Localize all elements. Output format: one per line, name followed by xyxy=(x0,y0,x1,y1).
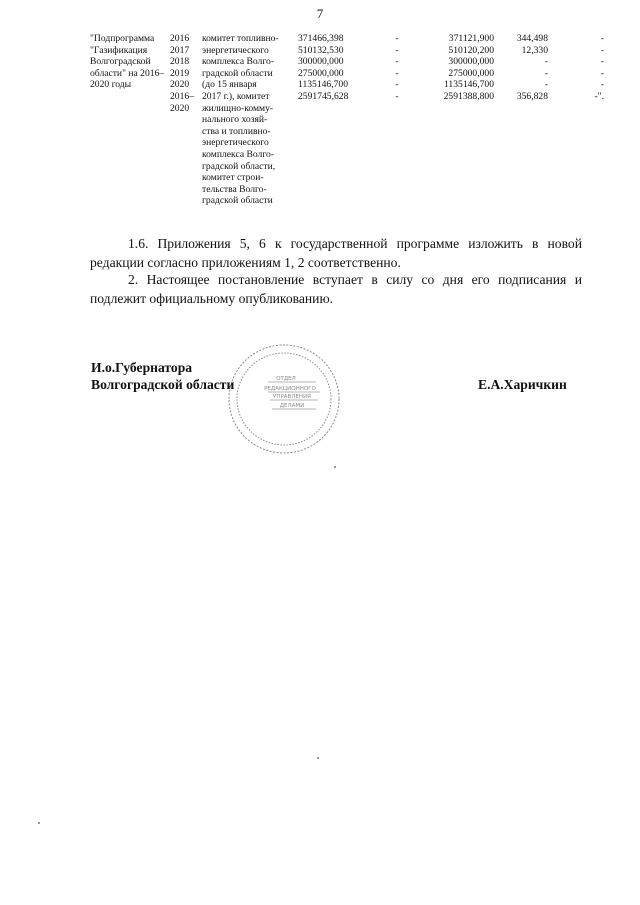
signatory-title-line: И.о.Губернатора xyxy=(91,360,193,375)
table-row xyxy=(90,33,604,207)
cell-line: области" на 2016– xyxy=(90,67,165,79)
cell-line: градской области, xyxy=(202,160,276,172)
cell-line: - xyxy=(600,56,604,68)
cell-line: - xyxy=(600,33,604,44)
cell-line: 2017 г.), комитет xyxy=(202,90,270,102)
signatory-title xyxy=(91,359,234,393)
cell-line: -". xyxy=(594,90,604,102)
paragraph-appendices: 1.6. Приложения 5, 6 к государственной программе изложить в новой редакции согласно приложениям 1, 2 соответственно. xyxy=(90,236,582,270)
cell-line: нального хозяй- xyxy=(202,114,268,126)
stamp-line: ОТДЕЛ xyxy=(276,376,296,382)
cell-line: 2591745,628 xyxy=(298,90,349,102)
scan-speck xyxy=(38,822,40,824)
cell-line: комплекса Волго- xyxy=(202,56,275,68)
program-funding-table xyxy=(90,33,604,207)
cell-line: 300000,000 xyxy=(298,56,344,68)
cell-line: 300000,000 xyxy=(448,56,494,68)
cell-line: 356,828 xyxy=(516,90,548,102)
cell-line: - xyxy=(395,56,399,68)
cell-line: 2020 xyxy=(170,102,190,114)
stamp-line: ДЕЛАМИ xyxy=(279,403,305,409)
cell-line: 2019 xyxy=(170,67,190,79)
cell-line: Волгоградской xyxy=(90,56,151,68)
scan-speck xyxy=(317,757,319,759)
paragraph-effective-date: 2. Настоящее постановление вступает в силу со дня его подписания и подлежит официальному опубликованию. xyxy=(90,272,582,306)
signatory-name: Е.А.Харичкин xyxy=(478,377,567,392)
cell-line: градской области xyxy=(202,67,273,79)
cell-line: 1135146,700 xyxy=(298,79,349,91)
cell-line: "Газификация xyxy=(90,44,148,56)
subprogram-name-cell xyxy=(90,33,170,207)
cell-line: 2020 годы xyxy=(90,79,132,91)
cell-line: - xyxy=(395,33,399,44)
cell-line: - xyxy=(600,79,604,91)
page-number: 7 xyxy=(316,6,324,21)
cell-line: "Подпрограмма xyxy=(90,33,155,44)
cell-line: ства и топливно- xyxy=(202,125,271,137)
cell-line: 275000,000 xyxy=(298,67,344,79)
cell-line: 2016– xyxy=(170,90,194,102)
cell-line: 2016 xyxy=(170,33,190,44)
executor-cell xyxy=(202,33,298,207)
local-budget-cell xyxy=(494,33,548,207)
cell-line: комитет топливно- xyxy=(202,33,279,44)
cell-line: 2020 xyxy=(170,79,190,91)
cell-line: тельства Волго- xyxy=(202,183,267,195)
scan-speck xyxy=(334,466,336,468)
years-cell xyxy=(170,33,202,207)
federal-budget-cell xyxy=(372,33,422,207)
cell-line: 510120,200 xyxy=(448,44,494,56)
cell-line: градской области xyxy=(202,195,273,207)
cell-line: - xyxy=(395,44,399,56)
cell-line: 344,498 xyxy=(516,33,548,44)
cell-line: - xyxy=(544,79,548,91)
cell-line: 1135146,700 xyxy=(443,79,494,91)
cell-line: - xyxy=(395,90,399,102)
cell-line: 2591388,800 xyxy=(443,90,494,102)
cell-line: комплекса Волго- xyxy=(202,148,275,160)
cell-line: энергетического xyxy=(202,137,269,149)
cell-line: 2018 xyxy=(170,56,190,68)
cell-line: 371466,398 xyxy=(298,33,344,44)
cell-line: 12,330 xyxy=(521,44,548,56)
official-seal-stamp xyxy=(224,340,344,458)
extra-budget-cell xyxy=(548,33,604,207)
cell-line: жилищно-комму- xyxy=(202,102,274,114)
signatory-title-line: Волгоградской области xyxy=(91,377,235,392)
regional-budget-cell xyxy=(422,33,494,207)
cell-line: - xyxy=(600,44,604,56)
cell-line: 510132,530 xyxy=(298,44,344,56)
stamp-line: УПРАВЛЕНИЯ xyxy=(272,394,312,400)
cell-line: 275000,000 xyxy=(448,67,494,79)
cell-line: - xyxy=(544,56,548,68)
total-funding-cell xyxy=(298,33,372,207)
cell-line: комитет строи- xyxy=(202,172,264,184)
cell-line: - xyxy=(600,67,604,79)
cell-line: (до 15 января xyxy=(202,79,257,91)
cell-line: 371121,900 xyxy=(448,33,494,44)
cell-line: энергетического xyxy=(202,44,269,56)
cell-line: - xyxy=(544,67,548,79)
stamp-line: РЕДАКЦИОННОГО xyxy=(264,386,316,392)
cell-line: - xyxy=(395,79,399,91)
cell-line: 2017 xyxy=(170,44,190,56)
cell-line: - xyxy=(395,67,399,79)
